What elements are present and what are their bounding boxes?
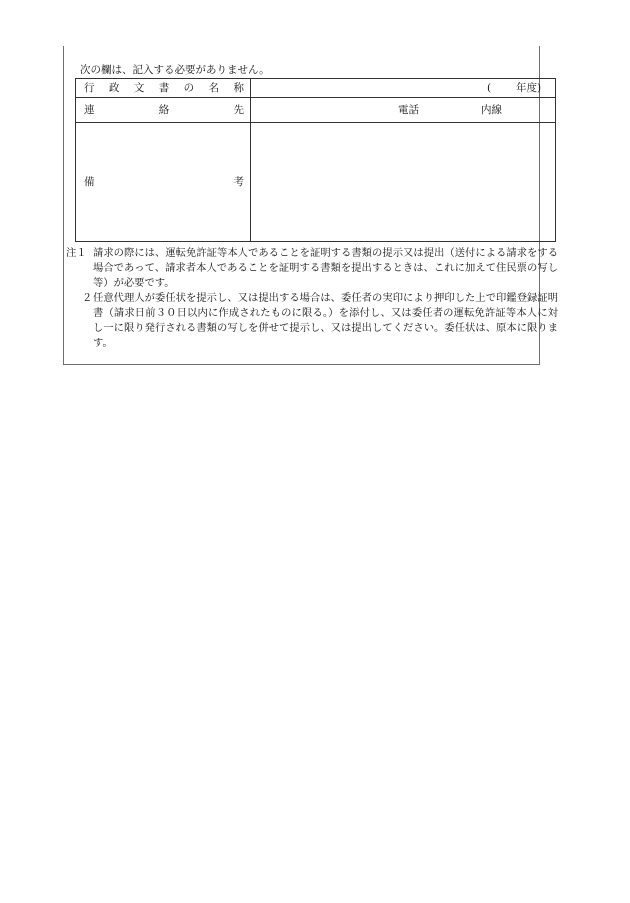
table-column-divider — [250, 79, 251, 241]
fiscal-year-label: 年度) — [516, 82, 542, 94]
note-text: 請求の際には、運転免許証等本人であることを証明する書類の提示又は提出（送付による請求をする場合であって、請求者本人であることを証明する書類を提出するときは、これに加えて住民票の写し等）が必要です。 — [93, 247, 558, 289]
label-char: 先 — [233, 104, 244, 116]
office-use-table — [75, 78, 556, 242]
document-name-label — [84, 81, 244, 95]
year-paren-open: ( — [487, 82, 492, 94]
label-char: 絡 — [158, 104, 170, 116]
contact-label — [84, 103, 244, 117]
table-row-divider — [76, 97, 555, 98]
label-char: 名 — [208, 82, 220, 94]
label-char: 文 — [133, 82, 145, 94]
notes-section — [66, 246, 558, 351]
note-marker: ２ — [82, 292, 93, 304]
label-char: 行 — [84, 82, 95, 94]
note-item — [66, 291, 558, 351]
note-item — [66, 246, 558, 291]
label-char: 備 — [84, 176, 95, 188]
label-char: 書 — [158, 82, 170, 94]
extension-label: 内線 — [481, 104, 502, 116]
label-char: 連 — [84, 104, 95, 116]
remarks-label — [84, 175, 244, 189]
table-row-divider — [76, 122, 555, 123]
phone-label: 電話 — [398, 104, 419, 116]
label-char: 政 — [108, 82, 120, 94]
label-char: 考 — [233, 176, 244, 188]
note-marker: 注１ — [66, 247, 87, 259]
label-char: の — [183, 82, 195, 94]
label-char: 称 — [233, 82, 244, 94]
note-text: 任意代理人が委任状を提示し、又は提出する場合は、委任者の実印により押印した上で印鑑登録証明書（請求日前３０日以内に作成されたものに限る。）を添付し、又は委任者の運転免許証等本人に対し一に限り発行される書類の写しを併せて提示し、又は提出してください。委任状は、原本に限ります。 — [93, 292, 558, 349]
intro-text: 次の欄は、記入する必要がありません。 — [80, 64, 270, 76]
